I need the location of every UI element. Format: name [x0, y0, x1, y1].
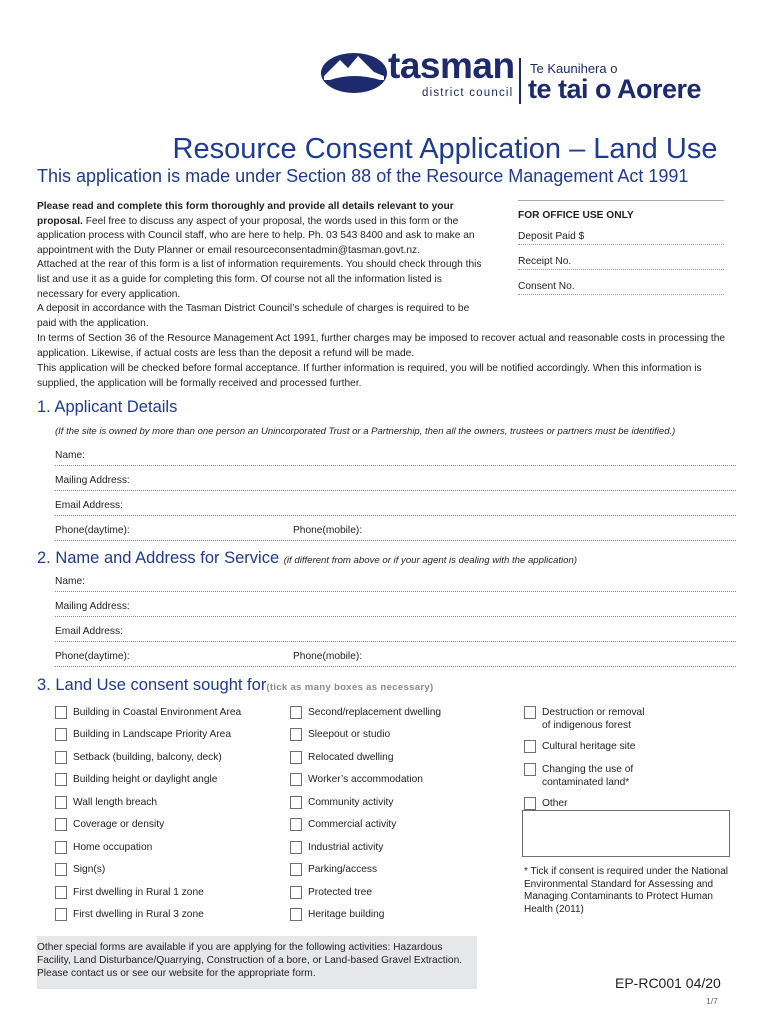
consent-option-label: Destruction or removal of indigenous forest — [542, 707, 645, 731]
field-label: Phone(mobile): — [293, 651, 363, 662]
consent-checkbox[interactable] — [290, 796, 302, 809]
deposit-paid-field: Deposit Paid $ — [518, 231, 724, 245]
consent-checkbox[interactable] — [55, 908, 67, 921]
field-label: Name: — [55, 576, 86, 587]
maori-name-line1: Te Kaunihera o — [530, 61, 618, 76]
page-number: 1/7 — [706, 996, 718, 1006]
consent-checkbox[interactable] — [55, 796, 67, 809]
consent-option-label: Building in Coastal Environment Area — [73, 707, 242, 718]
consent-checkbox[interactable] — [290, 818, 302, 831]
consent-checkbox[interactable] — [290, 773, 302, 786]
consent-checkbox[interactable] — [55, 863, 67, 876]
consent-option-label: First dwelling in Rural 1 zone — [73, 887, 204, 898]
consent-option-label: Protected tree — [308, 887, 372, 898]
consent-no-field: Consent No. — [518, 281, 724, 295]
service-mailing-field[interactable] — [55, 601, 736, 617]
consent-option-label: Setback (building, balcony, deck) — [73, 752, 222, 763]
section1-heading: 1. Applicant Details — [37, 398, 178, 416]
section3-title: 3. Land Use consent sought for — [37, 676, 267, 694]
applicant-mailing-field[interactable] — [55, 475, 736, 491]
section3-note: (tick as many boxes as necessary) — [266, 682, 434, 693]
consent-option-label: Commercial activity — [308, 819, 397, 830]
field-label: Phone(daytime): — [55, 651, 130, 662]
consent-checkbox[interactable] — [524, 740, 536, 753]
consent-checkbox[interactable] — [55, 728, 67, 741]
service-name-field[interactable] — [55, 576, 736, 592]
consent-option-label: Coverage or density — [73, 819, 165, 830]
logo-wordmark: tasman — [388, 45, 515, 86]
consent-checkbox[interactable] — [290, 841, 302, 854]
consent-option-label: Second/replacement dwelling — [308, 707, 442, 718]
nes-footnote: * Tick if consent is required under the National Environmental Standard for Assessing and Managing Contaminants to Protect Human Health (2011) — [524, 866, 728, 915]
consent-checkbox[interactable] — [290, 728, 302, 741]
receipt-no-field: Receipt No. — [518, 256, 724, 270]
intro-paragraph-2: Attached at the rear of this form is a list of information requirements. You should check through this list and use it as a guide for completing this form. Of course not all the information listed is necessary for every application. — [37, 259, 482, 300]
checked-paragraph: This application will be checked before formal acceptance. If further information is required, you will be notified accordingly. When this information is supplied, the application will be formally received and processed further. — [37, 363, 702, 389]
consent-option-label: Cultural heritage site — [542, 741, 636, 752]
consent-checkbox[interactable] — [290, 751, 302, 764]
other-forms-notice — [37, 936, 477, 989]
field-label: Phone(mobile): — [293, 525, 363, 536]
field-label: Email Address: — [55, 626, 123, 637]
mountain-logo-icon — [320, 50, 388, 94]
consent-option-label: Changing the use of contaminated land* — [542, 764, 634, 788]
consent-option-label: Sign(s) — [73, 864, 106, 875]
logo-divider — [519, 58, 521, 104]
page-title: Resource Consent Application – Land Use — [172, 133, 718, 165]
consent-option-label: Relocated dwelling — [308, 752, 394, 763]
consent-checkbox[interactable] — [55, 841, 67, 854]
consent-checkbox[interactable] — [524, 763, 536, 776]
field-label: Phone(daytime): — [55, 525, 130, 536]
office-use-heading: FOR OFFICE USE ONLY — [518, 210, 634, 221]
other-forms-text: Other special forms are available if you are applying for the following activities: Hazardous Facility, Land Disturbance/Quarrying, Construction of a bore, or Land-based Gravel Extraction. Please contact us or see our website for the appropriate form. — [37, 942, 463, 979]
section2-heading — [37, 549, 577, 568]
service-phone-field[interactable] — [55, 651, 736, 667]
applicant-name-field[interactable] — [55, 450, 736, 466]
consent-checkbox[interactable] — [524, 797, 536, 810]
field-label: Mailing Address: — [55, 475, 130, 486]
consent-option-label: Building in Landscape Priority Area — [73, 729, 232, 740]
consent-option-label: Worker’s accommodation — [308, 774, 423, 785]
consent-checkbox[interactable] — [55, 751, 67, 764]
consent-checkbox[interactable] — [290, 886, 302, 899]
intro-rest: Feel free to discuss any aspect of your proposal, the words used in this form or the application process with Council staff, who are here to help. Ph. 03 543 8400 and ask to make an appointment with the Duty Planner or email resourceconsentadmin@tasman.govt.nz. — [37, 215, 475, 256]
maori-name-line2: te tai o Aorere — [528, 74, 702, 104]
consent-checkbox[interactable] — [290, 863, 302, 876]
applicant-phone-field[interactable] — [55, 525, 736, 541]
applicant-email-field[interactable] — [55, 500, 736, 516]
consent-checkbox[interactable] — [55, 818, 67, 831]
field-label: Mailing Address: — [55, 601, 130, 612]
consent-option-label: Industrial activity — [308, 842, 384, 853]
consent-checkbox[interactable] — [290, 908, 302, 921]
section2-title: 2. Name and Address for Service — [37, 549, 280, 567]
logo-subtitle: district council — [422, 87, 514, 99]
consent-option-label: First dwelling in Rural 3 zone — [73, 909, 204, 920]
consent-option-label: Home occupation — [73, 842, 153, 853]
service-email-field[interactable] — [55, 626, 736, 642]
office-use-panel — [518, 200, 724, 306]
other-details-input[interactable] — [522, 810, 730, 857]
consent-checkbox[interactable] — [290, 706, 302, 719]
page-subtitle: This application is made under Section 88 of the Resource Management Act 1991 — [37, 166, 689, 186]
consent-option-label: Parking/access — [308, 864, 378, 875]
consent-option-label: Building height or daylight angle — [73, 774, 218, 785]
consent-checkbox[interactable] — [524, 706, 536, 719]
section3-heading — [37, 676, 434, 695]
consent-checkbox[interactable] — [55, 886, 67, 899]
consent-option-label: Other — [542, 798, 568, 809]
consent-option-label: Wall length breach — [73, 797, 157, 808]
charges-paragraph: In terms of Section 36 of the Resource Management Act 1991, further charges may be imposed to recover actual and reasonable costs in processing the application. Likewise, if actual costs are less than the deposit a refund will be made. — [37, 333, 726, 359]
consent-checkbox[interactable] — [55, 773, 67, 786]
intro-bold: Please read and complete this form thoroughly and provide all details relevant to your proposal. — [37, 201, 454, 227]
section2-note: (if different from above or if your agent is dealing with the application) — [283, 555, 578, 566]
field-label: Name: — [55, 450, 86, 461]
intro-paragraph-3: A deposit in accordance with the Tasman District Council’s schedule of charges is required to be paid with the application. — [37, 303, 470, 329]
form-code: EP-RC001 04/20 — [615, 975, 721, 991]
consent-checkbox[interactable] — [55, 706, 67, 719]
consent-option-label: Heritage building — [308, 909, 385, 920]
consent-option-label: Community activity — [308, 797, 394, 808]
intro-text — [37, 200, 485, 331]
section1-note: (If the site is owned by more than one person an Unincorporated Trust or a Partnership, then all the owners, trustees or partners must be identified.) — [55, 426, 676, 437]
consent-option-label: Sleepout or studio — [308, 729, 391, 740]
field-label: Email Address: — [55, 500, 123, 511]
